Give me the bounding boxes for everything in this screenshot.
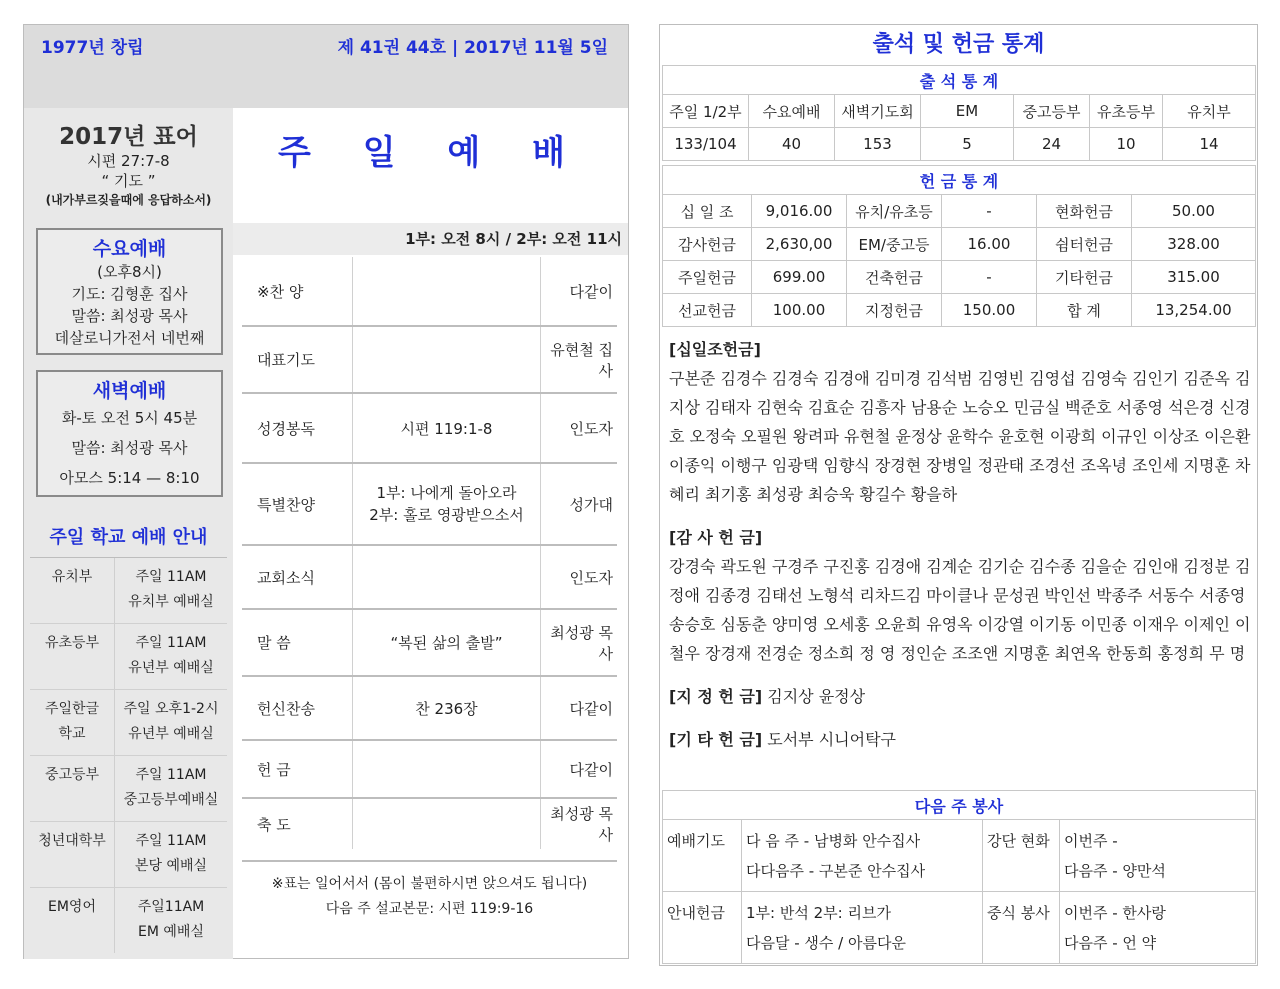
offering-amount: - bbox=[942, 261, 1037, 294]
order-item: ※찬 양 bbox=[257, 282, 304, 301]
duty-value: 다 음 주 - 남병화 안수집사 다다음주 - 구본준 안수집사 bbox=[742, 820, 983, 892]
dawn-passage: 아모스 5:14 — 8:10 bbox=[59, 469, 200, 487]
service-times: 1부: 오전 8시 / 2부: 오전 11시 bbox=[405, 230, 622, 248]
standing-note: ※표는 일어서서 (몸이 불편하시면 앉으셔도 됩니다) bbox=[271, 876, 588, 892]
offering-label: 합 계 bbox=[1037, 294, 1132, 327]
service-title: 주 일 예 배 bbox=[278, 133, 585, 173]
offering-label: 현화헌금 bbox=[1037, 195, 1132, 228]
school-dept: 유치부 bbox=[30, 558, 115, 623]
wednesday-sermon: 말씀: 최성광 목사 bbox=[71, 307, 188, 325]
order-leader: 다같이 bbox=[569, 760, 613, 779]
wednesday-book: 데살로니가전서 네번째 bbox=[54, 329, 205, 347]
school-time-place: 주일11AM EM 예배실 bbox=[137, 899, 205, 940]
offering-label: 감사헌금 bbox=[663, 228, 752, 261]
motto-theme: “ 기도 ” bbox=[101, 172, 156, 190]
school-time-place: 주일 11AM 유년부 예배실 bbox=[128, 635, 214, 676]
attendance-value: 14 bbox=[1163, 128, 1256, 161]
tithe-list bbox=[669, 335, 1251, 509]
offering-amount: 13,254.00 bbox=[1132, 294, 1256, 327]
order-leader: 다같이 bbox=[569, 699, 613, 718]
offering-label: 주일헌금 bbox=[663, 261, 752, 294]
offering-amount: 50.00 bbox=[1132, 195, 1256, 228]
school-row bbox=[30, 756, 227, 822]
offering-amount: 699.00 bbox=[752, 261, 847, 294]
offering-header: 헌 금 통 계 bbox=[663, 166, 1256, 195]
order-row bbox=[242, 464, 617, 546]
dawn-title: 새벽예배 bbox=[92, 380, 167, 402]
offering-label: 지정헌금 bbox=[847, 294, 942, 327]
school-row bbox=[30, 822, 227, 888]
order-content bbox=[352, 741, 541, 797]
attendance-value: 10 bbox=[1090, 128, 1163, 161]
next-week-header: 다음 주 봉사 bbox=[663, 791, 1256, 820]
wednesday-prayer: 기도: 김형훈 집사 bbox=[71, 285, 188, 303]
dawn-time: 화-토 오전 5시 45분 bbox=[61, 409, 198, 427]
sunday-school-guide bbox=[30, 519, 227, 953]
sidebar bbox=[24, 108, 233, 959]
order-item: 교회소식 bbox=[257, 568, 315, 587]
order-item: 축 도 bbox=[257, 815, 291, 834]
school-dept: 유초등부 bbox=[30, 624, 115, 689]
offering-label: 쉼터헌금 bbox=[1037, 228, 1132, 261]
duty-label: 강단 현화 bbox=[983, 820, 1060, 892]
tithe-label: [십일조헌금] bbox=[669, 340, 761, 359]
thanks-list bbox=[669, 523, 1251, 668]
school-dept: 주일한글 학교 bbox=[30, 690, 115, 755]
offering-amount: 150.00 bbox=[942, 294, 1037, 327]
wednesday-title: 수요예배 bbox=[92, 238, 167, 260]
order-item: 헌신찬송 bbox=[257, 699, 315, 718]
designated-list bbox=[669, 682, 1251, 711]
attendance-value: 153 bbox=[835, 128, 921, 161]
order-row bbox=[242, 610, 617, 677]
duty-label: 안내헌금 bbox=[663, 892, 742, 964]
motto-reference: 시편 27:7-8 bbox=[87, 152, 170, 170]
order-row bbox=[242, 741, 617, 799]
other-names: 도서부 시니어탁구 bbox=[767, 730, 896, 749]
stats-title: 출석 및 헌금 통계 bbox=[872, 32, 1045, 57]
order-row bbox=[242, 799, 617, 849]
order-content bbox=[352, 546, 541, 608]
bulletin-right-page bbox=[659, 24, 1258, 966]
established: 1977년 창립 bbox=[41, 38, 144, 58]
designated-label: [지 정 헌 금] bbox=[669, 687, 763, 706]
offering-label: 기타헌금 bbox=[1037, 261, 1132, 294]
school-time-place: 주일 11AM 유치부 예배실 bbox=[128, 569, 214, 610]
school-dept: 청년대학부 bbox=[30, 822, 115, 887]
order-content: 찬 236장 bbox=[352, 677, 541, 739]
offering-amount: 315.00 bbox=[1132, 261, 1256, 294]
order-content: “복된 삶의 출발” bbox=[352, 610, 541, 675]
order-content: 시편 119:1-8 bbox=[352, 394, 541, 462]
next-week-service-table bbox=[662, 790, 1256, 964]
offering-label: 유치/유초등 bbox=[847, 195, 942, 228]
order-leader: 다같이 bbox=[569, 282, 613, 301]
offering-lists bbox=[669, 335, 1251, 768]
order-item: 성경봉독 bbox=[257, 419, 315, 438]
wednesday-time: (오후8시) bbox=[97, 263, 162, 281]
volume-date: 제 41권 44호 | 2017년 11월 5일 bbox=[337, 38, 608, 58]
attendance-label: 유치부 bbox=[1163, 95, 1256, 128]
school-time-place: 주일 11AM 본당 예배실 bbox=[134, 833, 208, 874]
order-leader: 인도자 bbox=[569, 568, 613, 587]
duty-label: 예배기도 bbox=[663, 820, 742, 892]
order-content bbox=[352, 799, 541, 849]
wednesday-service-box bbox=[36, 228, 223, 355]
attendance-label: 새벽기도회 bbox=[835, 95, 921, 128]
order-leader: 성가대 bbox=[569, 495, 613, 514]
order-leader: 인도자 bbox=[569, 419, 613, 438]
offering-amount: 2,630,00 bbox=[752, 228, 847, 261]
attendance-label: 중고등부 bbox=[1014, 95, 1090, 128]
school-row bbox=[30, 558, 227, 624]
order-item: 헌 금 bbox=[257, 760, 291, 779]
header-bar bbox=[24, 25, 628, 108]
offering-amount: - bbox=[942, 195, 1037, 228]
offering-amount: 16.00 bbox=[942, 228, 1037, 261]
dawn-sermon: 말씀: 최성광 목사 bbox=[71, 439, 188, 457]
dawn-service-box bbox=[36, 370, 223, 497]
offering-label: 십 일 조 bbox=[663, 195, 752, 228]
attendance-label: 주일 1/2부 bbox=[663, 95, 749, 128]
tithe-names: 구본준 김경수 김경숙 김경애 김미경 김석범 김영빈 김영섭 김영숙 김인기 김준옥 김지상 김태자 김현숙 김효순 김흥자 남용순 노승오 민금실 백준호 서종영 석은경 신경호 오정숙 오필원 왕려파 유현철 윤정상 윤학수 윤호현 이광희 이규인 이상조 이은환 이종익 이행구 임광택 임향식 장경현 장병일 정관태 조경선 조옥녕 조인세 지명훈 차혜리 최기홍 최성광 최승욱 황길수 황을하 bbox=[669, 369, 1251, 504]
order-row bbox=[242, 394, 617, 464]
sunday-school-title: 주일 학교 예배 안내 bbox=[30, 519, 227, 558]
school-row bbox=[30, 624, 227, 690]
order-leader: 최성광 목사 bbox=[550, 805, 613, 844]
service-note bbox=[242, 860, 617, 922]
motto-year: 2017년 표어 bbox=[59, 124, 198, 150]
order-leader: 최성광 목사 bbox=[550, 623, 613, 663]
order-content bbox=[352, 327, 541, 392]
offering-label: EM/중고등 bbox=[847, 228, 942, 261]
order-item: 대표기도 bbox=[257, 351, 315, 369]
offering-label: 선교헌금 bbox=[663, 294, 752, 327]
school-time-place: 주일 11AM 중고등부예배실 bbox=[123, 767, 219, 808]
bulletin-left-page bbox=[23, 24, 629, 959]
attendance-label: 유초등부 bbox=[1090, 95, 1163, 128]
duty-value: 이번주 - 한사랑 다음주 - 언 약 bbox=[1060, 892, 1256, 964]
order-content bbox=[352, 257, 541, 325]
thanks-label: [감 사 헌 금] bbox=[669, 528, 763, 547]
duty-value: 1부: 반석 2부: 리브가 다음달 - 생수 / 아름다운 bbox=[742, 892, 983, 964]
attendance-value: 133/104 bbox=[663, 128, 749, 161]
order-item: 특별찬양 bbox=[257, 495, 315, 514]
motto bbox=[24, 118, 233, 208]
school-time-place: 주일 오후1-2시 유년부 예배실 bbox=[123, 701, 219, 742]
other-label: [기 타 헌 금] bbox=[669, 730, 763, 749]
duty-value: 이번주 - 다음주 - 양만석 bbox=[1060, 820, 1256, 892]
offering-table bbox=[662, 165, 1256, 327]
order-row bbox=[242, 546, 617, 610]
attendance-label: EM bbox=[921, 95, 1014, 128]
school-row bbox=[30, 690, 227, 756]
school-row bbox=[30, 888, 227, 953]
attendance-table bbox=[662, 65, 1256, 161]
school-dept: EM영어 bbox=[30, 888, 115, 953]
order-item: 말 씀 bbox=[257, 634, 291, 652]
attendance-value: 40 bbox=[749, 128, 835, 161]
attendance-value: 24 bbox=[1014, 128, 1090, 161]
order-content: 1부: 나에게 돌아오라 2부: 홀로 영광받으소서 bbox=[352, 464, 541, 544]
order-row bbox=[242, 327, 617, 394]
order-row bbox=[242, 257, 617, 327]
duty-label: 중식 봉사 bbox=[983, 892, 1060, 964]
order-leader: 유현철 집사 bbox=[550, 340, 613, 380]
motto-subtitle: (내가부르짖을때에 응답하소서) bbox=[45, 193, 212, 207]
offering-amount: 9,016.00 bbox=[752, 195, 847, 228]
offering-amount: 328.00 bbox=[1132, 228, 1256, 261]
school-dept: 중고등부 bbox=[30, 756, 115, 821]
offering-amount: 100.00 bbox=[752, 294, 847, 327]
order-of-service bbox=[242, 257, 617, 849]
other-list bbox=[669, 725, 1251, 754]
order-row bbox=[242, 677, 617, 741]
service-times-bar bbox=[233, 223, 628, 255]
attendance-header: 출 석 통 계 bbox=[663, 66, 1256, 95]
thanks-names: 강경숙 곽도원 구경주 구진홍 김경애 김계순 김기순 김수종 김을순 김인애 김정분 김정애 김종경 김태선 노형석 리차드김 마이클나 문성권 박인선 박종주 서동수 서종영 송승호 심동춘 양미영 오세홍 오윤희 유영옥 이강열 이기동 이민종 이재우 이제인 이철우 장경재 전경순 정소희 정 영 정인순 조조앤 지명훈 최연옥 한동희 홍정희 무 명 bbox=[669, 557, 1251, 663]
offering-label: 건축헌금 bbox=[847, 261, 942, 294]
designated-names: 김지상 윤정상 bbox=[767, 687, 866, 706]
next-sermon-text: 다음 주 설교본문: 시편 119:9-16 bbox=[325, 901, 534, 917]
attendance-label: 수요예배 bbox=[749, 95, 835, 128]
attendance-value: 5 bbox=[921, 128, 1014, 161]
